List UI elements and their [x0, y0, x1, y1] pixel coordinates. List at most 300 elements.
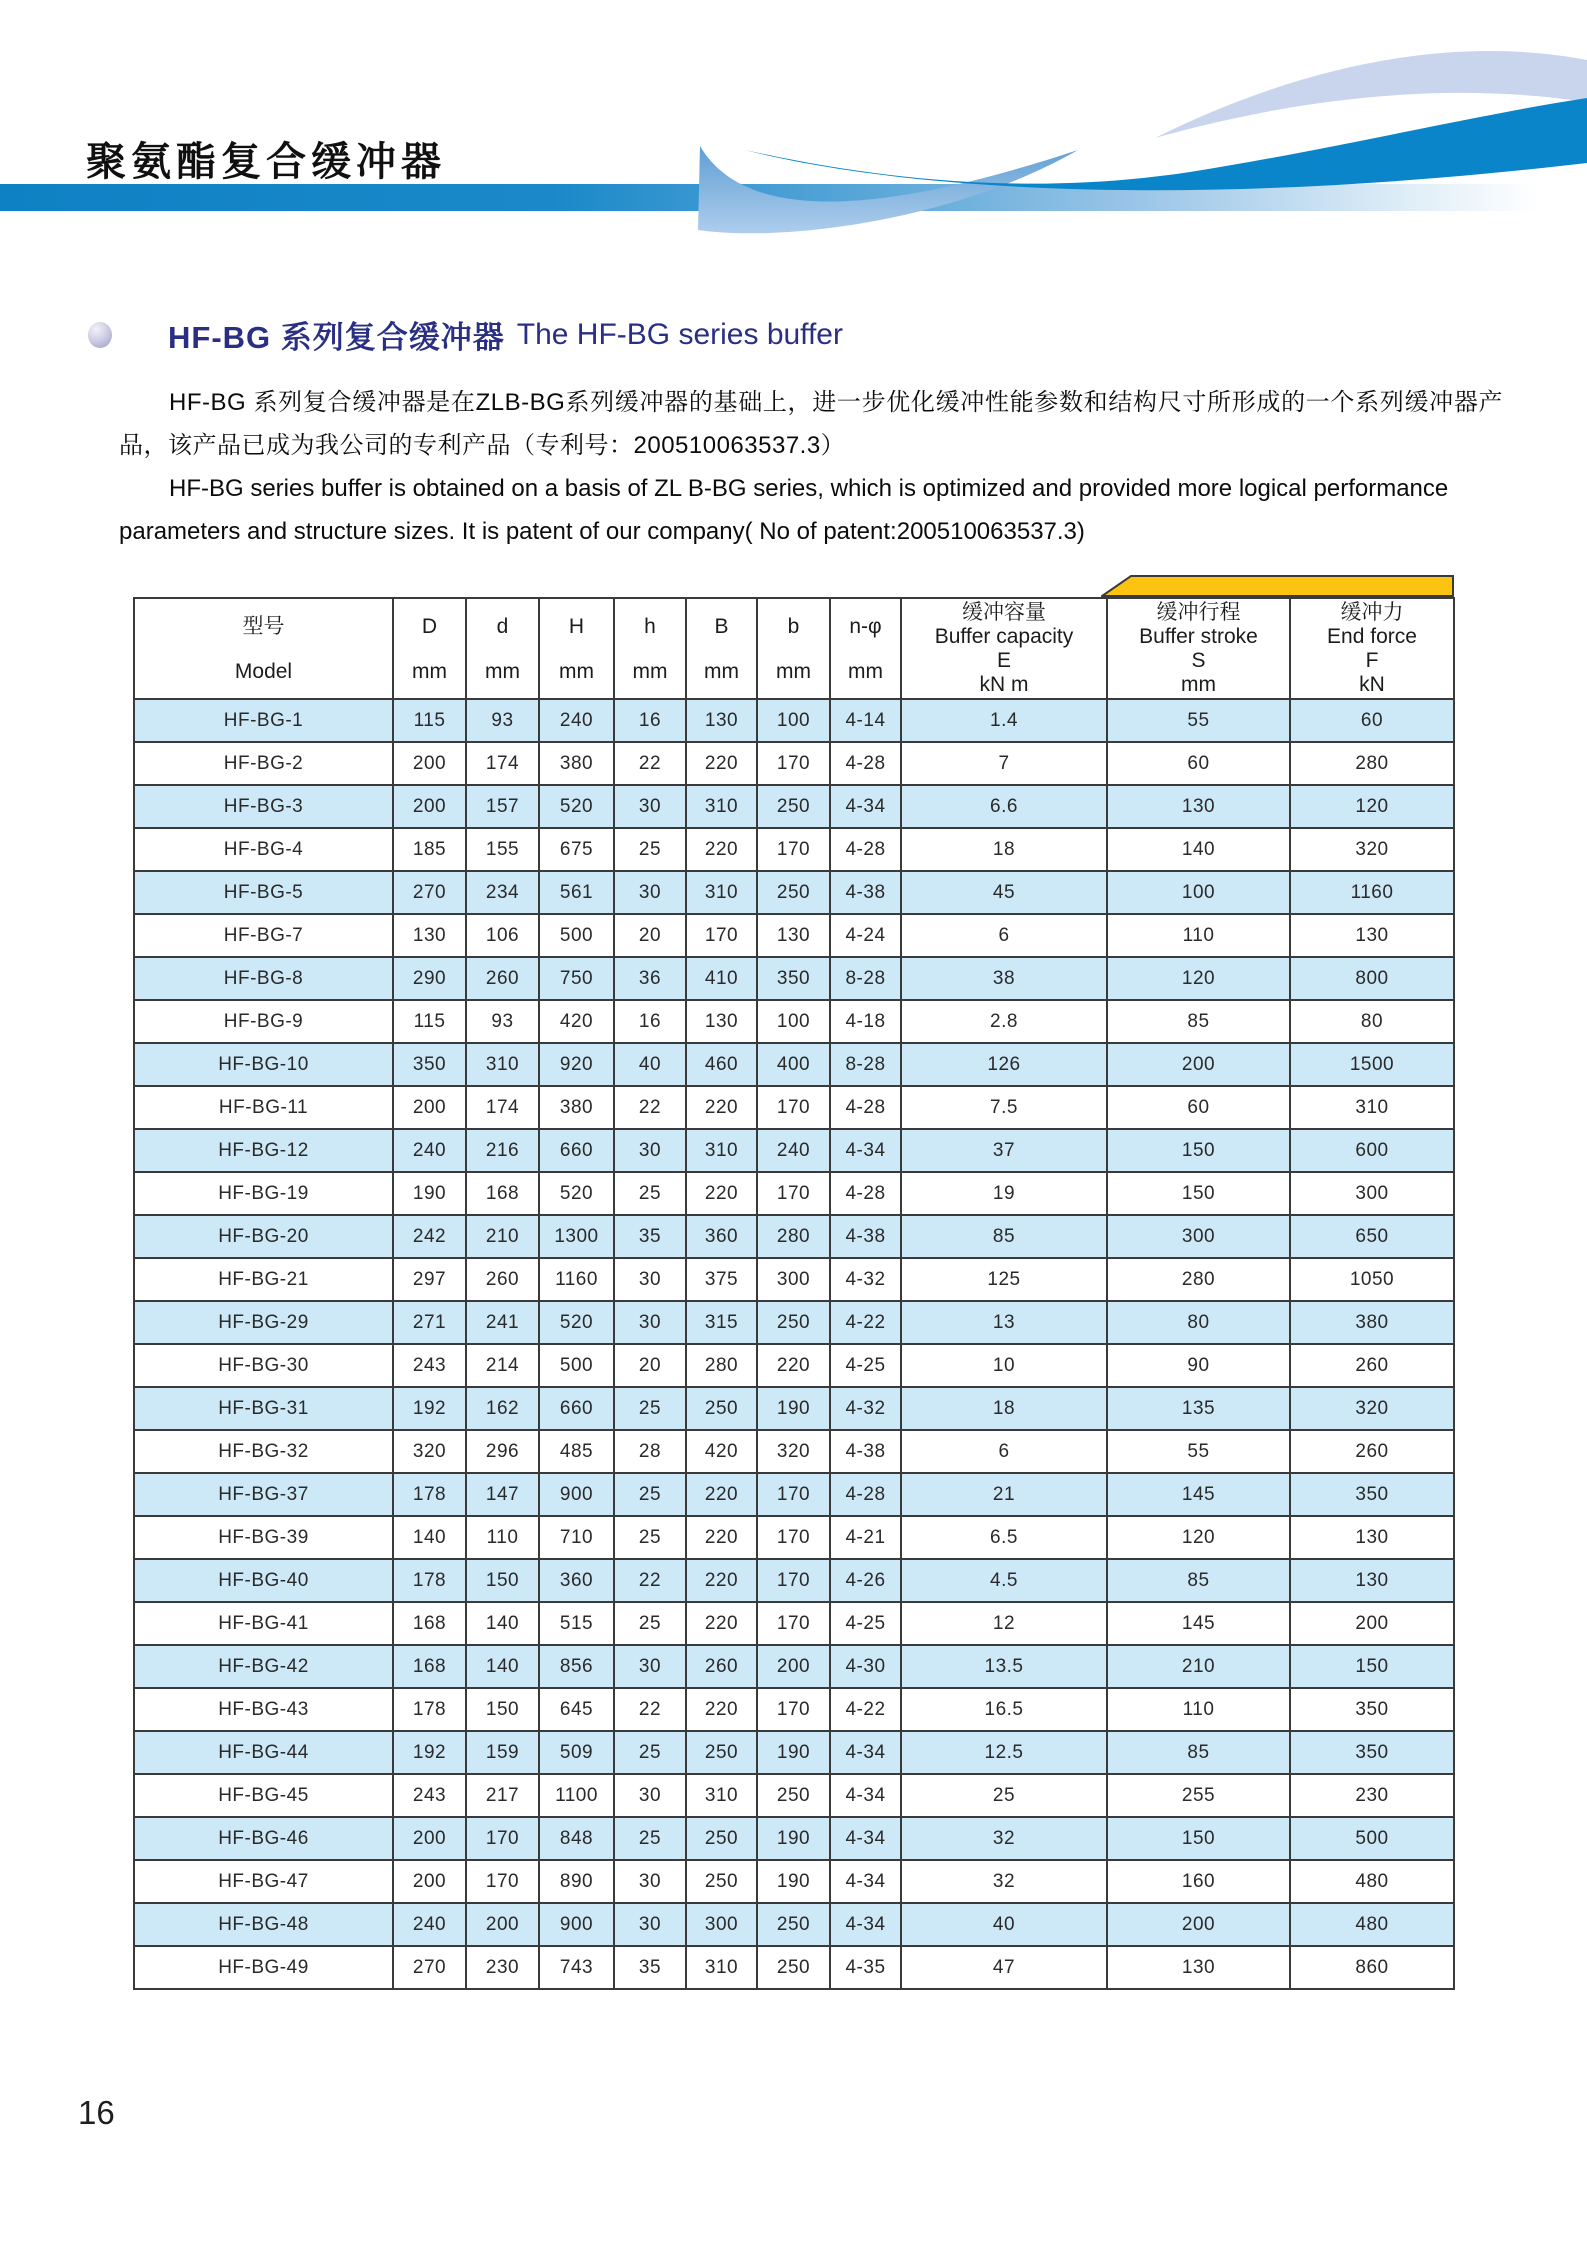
table-cell: 320 [757, 1430, 830, 1473]
table-cell: 4-26 [830, 1559, 901, 1602]
table-cell: 240 [393, 1903, 466, 1946]
table-cell: 55 [1107, 1430, 1290, 1473]
table-cell: 200 [393, 1817, 466, 1860]
table-row [134, 1172, 1454, 1215]
table-cell: 168 [466, 1172, 539, 1215]
table-cell: 30 [614, 1301, 686, 1344]
table-cell: 243 [393, 1344, 466, 1387]
column-header: H mm [539, 598, 614, 699]
table-cell: 250 [757, 1301, 830, 1344]
table-cell: 155 [466, 828, 539, 871]
table-cell: 178 [393, 1473, 466, 1516]
table-cell: 4-28 [830, 1473, 901, 1516]
table-cell: 380 [1290, 1301, 1454, 1344]
table-row [134, 1817, 1454, 1860]
table-cell: 230 [466, 1946, 539, 1989]
table-cell: 170 [757, 1172, 830, 1215]
column-header: b mm [757, 598, 830, 699]
table-cell: 350 [1290, 1731, 1454, 1774]
table-cell: 280 [1290, 742, 1454, 785]
table-cell: 220 [757, 1344, 830, 1387]
table-cell: 4-32 [830, 1387, 901, 1430]
table-cell: 520 [539, 785, 614, 828]
table-row [134, 1301, 1454, 1344]
table-cell: 4-38 [830, 1430, 901, 1473]
table-cell: 260 [686, 1645, 757, 1688]
table-cell: 480 [1290, 1860, 1454, 1903]
table-cell: 100 [1107, 871, 1290, 914]
table-cell: 4-34 [830, 1817, 901, 1860]
table-cell: HF-BG-37 [134, 1473, 393, 1516]
table-cell: 85 [901, 1215, 1107, 1258]
table-cell: 890 [539, 1860, 614, 1903]
table-cell: 18 [901, 1387, 1107, 1430]
table-cell: HF-BG-19 [134, 1172, 393, 1215]
table-cell: 40 [901, 1903, 1107, 1946]
table-cell: 6 [901, 1430, 1107, 1473]
table-cell: HF-BG-44 [134, 1731, 393, 1774]
table-cell: 200 [393, 785, 466, 828]
table-cell: 190 [757, 1817, 830, 1860]
table-cell: 13.5 [901, 1645, 1107, 1688]
table-cell: 4-28 [830, 742, 901, 785]
table-cell: 150 [1290, 1645, 1454, 1688]
section-title-en: The HF-BG series buffer [516, 317, 843, 351]
spec-table-body [134, 699, 1454, 1989]
table-cell: 509 [539, 1731, 614, 1774]
table-cell: 710 [539, 1516, 614, 1559]
table-cell: 310 [466, 1043, 539, 1086]
table-cell: 500 [1290, 1817, 1454, 1860]
table-cell: 2.8 [901, 1000, 1107, 1043]
table-row [134, 699, 1454, 742]
table-cell: 900 [539, 1473, 614, 1516]
table-row [134, 1215, 1454, 1258]
table-cell: 130 [757, 914, 830, 957]
table-cell: 460 [686, 1043, 757, 1086]
table-cell: 1500 [1290, 1043, 1454, 1086]
table-cell: HF-BG-46 [134, 1817, 393, 1860]
table-cell: 32 [901, 1860, 1107, 1903]
table-cell: 4-38 [830, 1215, 901, 1258]
table-cell: 140 [466, 1602, 539, 1645]
table-cell: 200 [1107, 1903, 1290, 1946]
table-cell: 192 [393, 1387, 466, 1430]
table-cell: 220 [686, 1602, 757, 1645]
column-header: 缓冲力 End force F kN [1290, 598, 1454, 699]
table-cell: 900 [539, 1903, 614, 1946]
intro-paragraph-zh: HF-BG 系列复合缓冲器是在ZLB-BG系列缓冲器的基础上，进一步优化缓冲性能参数和结构尺寸所形成的一个系列缓冲器产品，该产品已成为我公司的专利产品（专利号：200510063537.3） [119, 389, 1503, 459]
table-cell: 160 [1107, 1860, 1290, 1903]
table-cell: 360 [686, 1215, 757, 1258]
table-cell: 110 [1107, 1688, 1290, 1731]
table-cell: 290 [393, 957, 466, 1000]
table-cell: 4-34 [830, 785, 901, 828]
table-cell: 600 [1290, 1129, 1454, 1172]
table-cell: 145 [1107, 1602, 1290, 1645]
table-cell: 190 [757, 1860, 830, 1903]
table-cell: HF-BG-42 [134, 1645, 393, 1688]
table-cell: 130 [1290, 914, 1454, 957]
table-cell: 645 [539, 1688, 614, 1731]
table-cell: HF-BG-39 [134, 1516, 393, 1559]
table-cell: 500 [539, 1344, 614, 1387]
table-cell: HF-BG-30 [134, 1344, 393, 1387]
table-cell: 115 [393, 1000, 466, 1043]
table-cell: 13 [901, 1301, 1107, 1344]
table-cell: 420 [539, 1000, 614, 1043]
table-cell: 80 [1107, 1301, 1290, 1344]
table-cell: 4-35 [830, 1946, 901, 1989]
table-row [134, 1645, 1454, 1688]
page-header-title: 聚氨酯复合缓冲器 [86, 138, 446, 185]
table-row [134, 828, 1454, 871]
table-row [134, 914, 1454, 957]
table-cell: 270 [393, 1946, 466, 1989]
table-cell: HF-BG-1 [134, 699, 393, 742]
table-cell: 4-25 [830, 1344, 901, 1387]
table-cell: HF-BG-31 [134, 1387, 393, 1430]
table-cell: 30 [614, 1774, 686, 1817]
table-cell: 130 [1107, 785, 1290, 828]
intro-paragraph-en: HF-BG series buffer is obtained on a basis of ZL B-BG series, which is optimized and provided more logical performance parameters and structure sizes. It is patent of our company( No of patent:200510063537.3) [119, 475, 1449, 545]
table-cell: 1.4 [901, 699, 1107, 742]
table-cell: 8-28 [830, 957, 901, 1000]
table-cell: 8-28 [830, 1043, 901, 1086]
column-header: 缓冲容量 Buffer capacity E kN m [901, 598, 1107, 699]
table-cell: 485 [539, 1430, 614, 1473]
table-cell: 250 [686, 1387, 757, 1430]
table-cell: 350 [1290, 1473, 1454, 1516]
table-cell: 35 [614, 1215, 686, 1258]
table-cell: 1100 [539, 1774, 614, 1817]
table-cell: 310 [1290, 1086, 1454, 1129]
table-cell: 4-22 [830, 1688, 901, 1731]
table-cell: 100 [757, 1000, 830, 1043]
table-cell: 4-24 [830, 914, 901, 957]
table-cell: 16 [614, 699, 686, 742]
table-cell: 856 [539, 1645, 614, 1688]
table-cell: 4-28 [830, 1086, 901, 1129]
table-cell: 297 [393, 1258, 466, 1301]
table-cell: 170 [757, 1559, 830, 1602]
table-cell: 170 [757, 1688, 830, 1731]
table-cell: 200 [757, 1645, 830, 1688]
table-cell: HF-BG-40 [134, 1559, 393, 1602]
table-cell: 4-21 [830, 1516, 901, 1559]
table-cell: 37 [901, 1129, 1107, 1172]
table-cell: HF-BG-7 [134, 914, 393, 957]
table-row [134, 957, 1454, 1000]
table-cell: 250 [757, 1946, 830, 1989]
table-cell: 216 [466, 1129, 539, 1172]
table-cell: 30 [614, 1129, 686, 1172]
table-cell: 16.5 [901, 1688, 1107, 1731]
table-row [134, 785, 1454, 828]
table-cell: 185 [393, 828, 466, 871]
table-cell: 178 [393, 1688, 466, 1731]
table-cell: 375 [686, 1258, 757, 1301]
table-cell: 260 [1290, 1344, 1454, 1387]
table-cell: 190 [757, 1731, 830, 1774]
table-cell: 420 [686, 1430, 757, 1473]
table-cell: 4-34 [830, 1860, 901, 1903]
table-cell: 150 [1107, 1172, 1290, 1215]
table-cell: 168 [393, 1602, 466, 1645]
table-cell: 22 [614, 1688, 686, 1731]
table-cell: 16 [614, 1000, 686, 1043]
table-cell: 170 [686, 914, 757, 957]
column-header: h mm [614, 598, 686, 699]
table-cell: 25 [614, 1473, 686, 1516]
table-cell: 4-30 [830, 1645, 901, 1688]
table-cell: 220 [686, 1688, 757, 1731]
table-cell: HF-BG-11 [134, 1086, 393, 1129]
table-cell: 400 [757, 1043, 830, 1086]
column-header: d mm [466, 598, 539, 699]
table-row [134, 1516, 1454, 1559]
table-cell: 85 [1107, 1559, 1290, 1602]
table-cell: 130 [686, 699, 757, 742]
table-cell: 25 [614, 828, 686, 871]
table-cell: 220 [686, 742, 757, 785]
table-cell: 250 [757, 871, 830, 914]
table-cell: 750 [539, 957, 614, 1000]
table-cell: 22 [614, 1086, 686, 1129]
table-cell: 920 [539, 1043, 614, 1086]
table-cell: 4-38 [830, 871, 901, 914]
table-cell: 650 [1290, 1215, 1454, 1258]
table-cell: 162 [466, 1387, 539, 1430]
table-cell: 660 [539, 1387, 614, 1430]
table-cell: 280 [686, 1344, 757, 1387]
table-cell: 410 [686, 957, 757, 1000]
table-cell: 220 [686, 1473, 757, 1516]
section-header [88, 312, 843, 357]
table-cell: 30 [614, 1860, 686, 1903]
table-cell: 140 [393, 1516, 466, 1559]
table-cell: 350 [1290, 1688, 1454, 1731]
table-cell: 480 [1290, 1903, 1454, 1946]
table-cell: 120 [1107, 957, 1290, 1000]
table-cell: 22 [614, 1559, 686, 1602]
table-cell: 4-25 [830, 1602, 901, 1645]
table-cell: 130 [393, 914, 466, 957]
table-cell: 241 [466, 1301, 539, 1344]
table-row [134, 1129, 1454, 1172]
table-cell: 6.5 [901, 1516, 1107, 1559]
table-cell: 315 [686, 1301, 757, 1344]
table-cell: 260 [466, 1258, 539, 1301]
table-cell: 240 [539, 699, 614, 742]
table-row [134, 1602, 1454, 1645]
table-cell: 12.5 [901, 1731, 1107, 1774]
table-cell: 200 [466, 1903, 539, 1946]
table-cell: 300 [757, 1258, 830, 1301]
table-cell: 30 [614, 1645, 686, 1688]
table-cell: 320 [1290, 1387, 1454, 1430]
table-cell: 280 [1107, 1258, 1290, 1301]
table-cell: 120 [1107, 1516, 1290, 1559]
table-cell: 38 [901, 957, 1107, 1000]
table-cell: 192 [393, 1731, 466, 1774]
table-cell: 350 [393, 1043, 466, 1086]
column-header: 缓冲行程 Buffer stroke S mm [1107, 598, 1290, 699]
gold-accent-band [1101, 575, 1455, 597]
table-cell: 170 [757, 1602, 830, 1645]
table-cell: 35 [614, 1946, 686, 1989]
table-cell: 1160 [539, 1258, 614, 1301]
table-cell: HF-BG-9 [134, 1000, 393, 1043]
table-cell: HF-BG-49 [134, 1946, 393, 1989]
table-cell: 168 [393, 1645, 466, 1688]
table-cell: 260 [466, 957, 539, 1000]
table-cell: 271 [393, 1301, 466, 1344]
table-cell: 500 [539, 914, 614, 957]
table-cell: 190 [757, 1387, 830, 1430]
table-row [134, 1860, 1454, 1903]
table-cell: 250 [757, 1903, 830, 1946]
table-row [134, 1387, 1454, 1430]
table-cell: 25 [614, 1817, 686, 1860]
table-cell: 848 [539, 1817, 614, 1860]
table-cell: 296 [466, 1430, 539, 1473]
table-cell: 200 [393, 1860, 466, 1903]
table-cell: 159 [466, 1731, 539, 1774]
table-cell: 30 [614, 785, 686, 828]
table-cell: 19 [901, 1172, 1107, 1215]
table-cell: HF-BG-48 [134, 1903, 393, 1946]
table-cell: 234 [466, 871, 539, 914]
table-cell: 130 [1107, 1946, 1290, 1989]
table-row [134, 742, 1454, 785]
table-cell: HF-BG-5 [134, 871, 393, 914]
table-cell: 6 [901, 914, 1107, 957]
table-cell: 60 [1107, 742, 1290, 785]
table-cell: 4-28 [830, 1172, 901, 1215]
table-cell: 350 [757, 957, 830, 1000]
table-cell: 250 [686, 1860, 757, 1903]
table-cell: 170 [757, 1516, 830, 1559]
table-cell: 85 [1107, 1731, 1290, 1774]
table-cell: 7 [901, 742, 1107, 785]
table-cell: 110 [1107, 914, 1290, 957]
table-cell: 220 [686, 1172, 757, 1215]
table-cell: 380 [539, 742, 614, 785]
table-cell: 170 [757, 828, 830, 871]
table-cell: 4-34 [830, 1903, 901, 1946]
table-cell: 90 [1107, 1344, 1290, 1387]
spec-table-head [134, 598, 1454, 699]
table-cell: 100 [757, 699, 830, 742]
table-cell: 25 [614, 1516, 686, 1559]
table-cell: 220 [686, 1559, 757, 1602]
table-cell: 135 [1107, 1387, 1290, 1430]
table-cell: 200 [1107, 1043, 1290, 1086]
table-cell: 240 [393, 1129, 466, 1172]
table-cell: 6.6 [901, 785, 1107, 828]
table-row [134, 1430, 1454, 1473]
table-cell: HF-BG-41 [134, 1602, 393, 1645]
table-cell: 170 [757, 1086, 830, 1129]
table-cell: 174 [466, 742, 539, 785]
column-header: n-φ mm [830, 598, 901, 699]
table-cell: 242 [393, 1215, 466, 1258]
table-cell: 178 [393, 1559, 466, 1602]
table-cell: 25 [614, 1731, 686, 1774]
table-cell: HF-BG-32 [134, 1430, 393, 1473]
table-cell: HF-BG-43 [134, 1688, 393, 1731]
table-cell: HF-BG-45 [134, 1774, 393, 1817]
table-cell: HF-BG-47 [134, 1860, 393, 1903]
table-row [134, 1086, 1454, 1129]
table-cell: 310 [686, 1946, 757, 1989]
table-cell: 270 [393, 871, 466, 914]
table-cell: 255 [1107, 1774, 1290, 1817]
table-row [134, 1903, 1454, 1946]
table-cell: 243 [393, 1774, 466, 1817]
table-cell: 210 [466, 1215, 539, 1258]
table-cell: 4-34 [830, 1774, 901, 1817]
table-cell: 150 [466, 1559, 539, 1602]
table-cell: 125 [901, 1258, 1107, 1301]
table-cell: 4-34 [830, 1731, 901, 1774]
table-cell: 174 [466, 1086, 539, 1129]
table-cell: 22 [614, 742, 686, 785]
table-cell: HF-BG-12 [134, 1129, 393, 1172]
table-cell: 20 [614, 914, 686, 957]
table-cell: 4.5 [901, 1559, 1107, 1602]
table-cell: 147 [466, 1473, 539, 1516]
table-row [134, 1000, 1454, 1043]
table-cell: 126 [901, 1043, 1107, 1086]
table-cell: 520 [539, 1172, 614, 1215]
table-cell: 47 [901, 1946, 1107, 1989]
table-row [134, 1946, 1454, 1989]
table-cell: 25 [614, 1387, 686, 1430]
table-row [134, 1688, 1454, 1731]
table-cell: 170 [757, 1473, 830, 1516]
table-cell: 220 [686, 1086, 757, 1129]
table-cell: 28 [614, 1430, 686, 1473]
table-cell: 4-34 [830, 1129, 901, 1172]
table-cell: 1300 [539, 1215, 614, 1258]
table-cell: 220 [686, 828, 757, 871]
table-cell: 210 [1107, 1645, 1290, 1688]
table-cell: 150 [466, 1688, 539, 1731]
table-cell: HF-BG-2 [134, 742, 393, 785]
table-cell: 115 [393, 699, 466, 742]
table-row [134, 1559, 1454, 1602]
table-cell: HF-BG-29 [134, 1301, 393, 1344]
table-cell: 60 [1107, 1086, 1290, 1129]
table-cell: 200 [1290, 1602, 1454, 1645]
table-cell: 320 [1290, 828, 1454, 871]
table-cell: 12 [901, 1602, 1107, 1645]
table-cell: 45 [901, 871, 1107, 914]
table-cell: 300 [686, 1903, 757, 1946]
column-header: B mm [686, 598, 757, 699]
table-cell: 4-18 [830, 1000, 901, 1043]
table-cell: 145 [1107, 1473, 1290, 1516]
table-cell: 320 [393, 1430, 466, 1473]
table-cell: 170 [757, 742, 830, 785]
table-cell: 20 [614, 1344, 686, 1387]
table-cell: 360 [539, 1559, 614, 1602]
table-cell: 30 [614, 1903, 686, 1946]
table-cell: 4-22 [830, 1301, 901, 1344]
table-cell: 21 [901, 1473, 1107, 1516]
